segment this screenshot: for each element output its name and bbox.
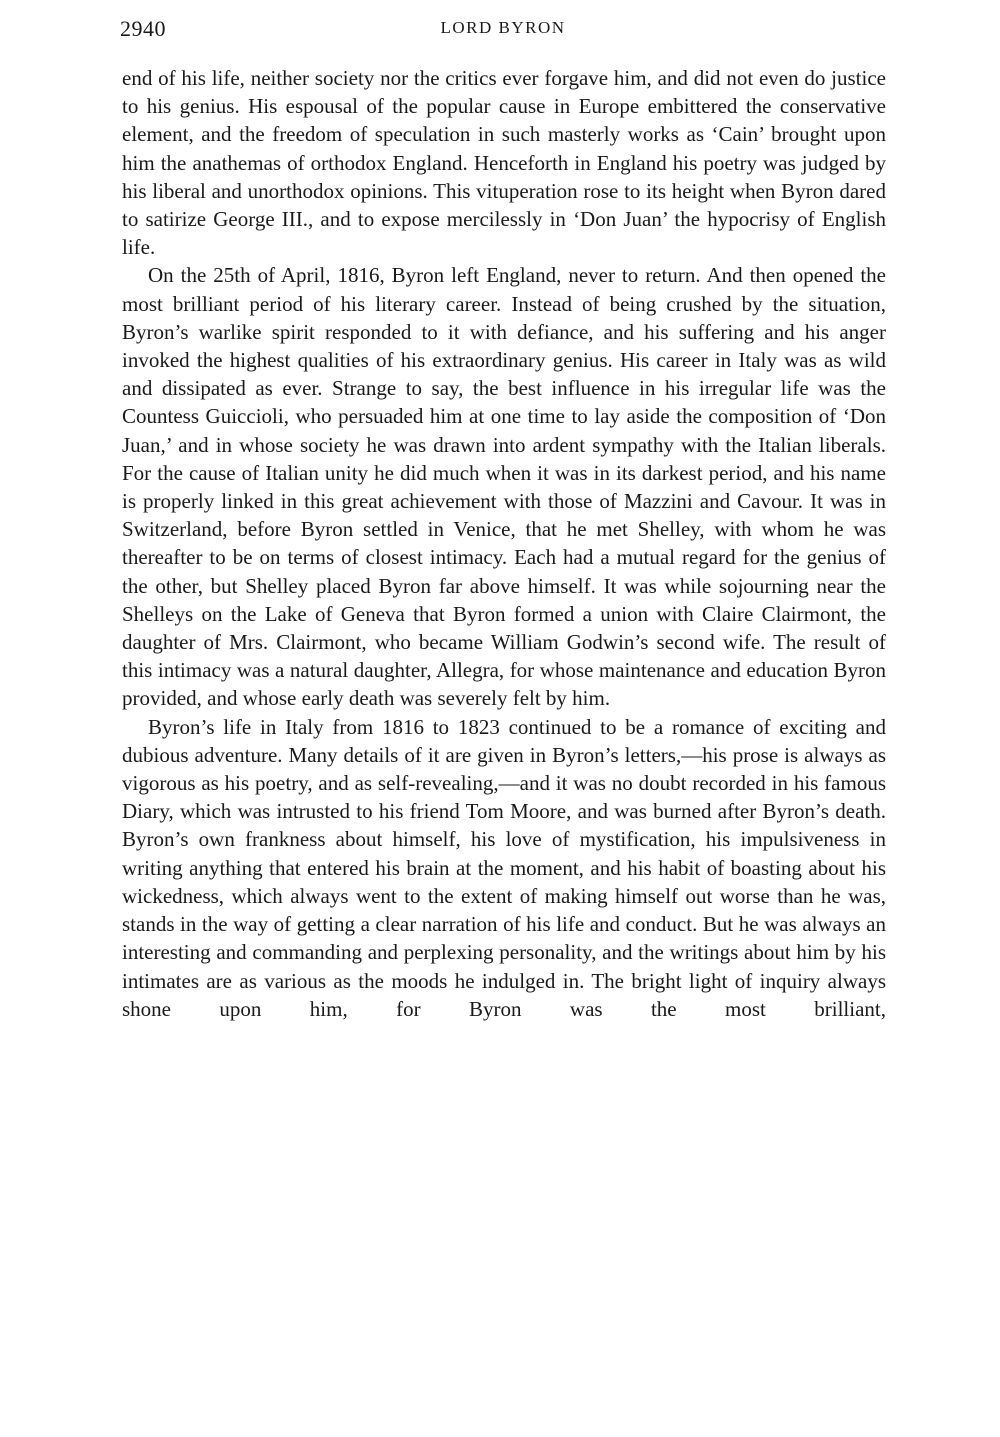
paragraph: On the 25th of April, 1816, Byron left England, never to return. And then opened the most brilliant period of his literary career. Instead of being crushed by the situation, Byron’s warlike spirit responded to it with defiance, and his suffering and his anger invoked the highest qualities of his extraordinary genius. His career in Italy was as wild and dissipated as ever. Strange to say, the best influence in his irregular life was the Countess Guiccioli, who persuaded him at one time to lay aside the composition of ‘Don Juan,’ and in whose society he was drawn into ardent sympathy with the Italian liberals. For the cause of Italian unity he did much when it was in its darkest period, and his name is properly linked in this great achievement with those of Mazzini and Cavour. It was in Switzerland, before Byron settled in Venice, that he met Shelley, with whom he was thereafter to be on terms of closest intimacy. Each had a mutual regard for the genius of the other, but Shelley placed Byron far above himself. It was while sojourning near the Shelleys on the Lake of Geneva that Byron formed a union with Claire Clairmont, the daughter of Mrs. Clairmont, who became William Godwin’s second wife. The result of this intimacy was a natural daughter, Allegra, for whose maintenance and education Byron provided, and whose early death was severely felt by him. (122, 263, 886, 711)
page-number: 2940 (120, 16, 166, 41)
body-text (122, 64, 886, 1023)
paragraph: Byron’s life in Italy from 1816 to 1823 continued to be a romance of exciting and dubious adventure. Many details of it are given in Byron’s letters,—his prose is always as vigorous as his poetry, and as self-revealing,—and it was no doubt recorded in his famous Diary, which was intrusted to his friend Tom Moore, and was burned after Byron’s death. Byron’s own frankness about himself, his love of mystification, his impulsiveness in writing anything that entered his brain at the moment, and his habit of boasting about his wickedness, which always went to the extent of making himself out worse than he was, stands in the way of getting a clear narration of his life and conduct. But he was always an interesting and commanding and perplexing personality, and the writings about him by his intimates are as various as the moods he indulged in. The bright light of inquiry always shone upon him, for Byron was the most brilliant, (122, 714, 886, 1021)
running-title: LORD BYRON (440, 18, 566, 37)
running-head (120, 16, 886, 46)
paragraph: end of his life, neither society nor the critics ever forgave him, and did not even do justice to his genius. His espousal of the popular cause in Europe embittered the conservative element, and the freedom of speculation in such masterly works as ‘Cain’ brought upon him the anathemas of orthodox England. Henceforth in England his poetry was judged by his liberal and unorthodox opinions. This vituperation rose to its height when Byron dared to satirize George III., and to expose mercilessly in ‘Don Juan’ the hypocrisy of English life. (122, 66, 886, 260)
